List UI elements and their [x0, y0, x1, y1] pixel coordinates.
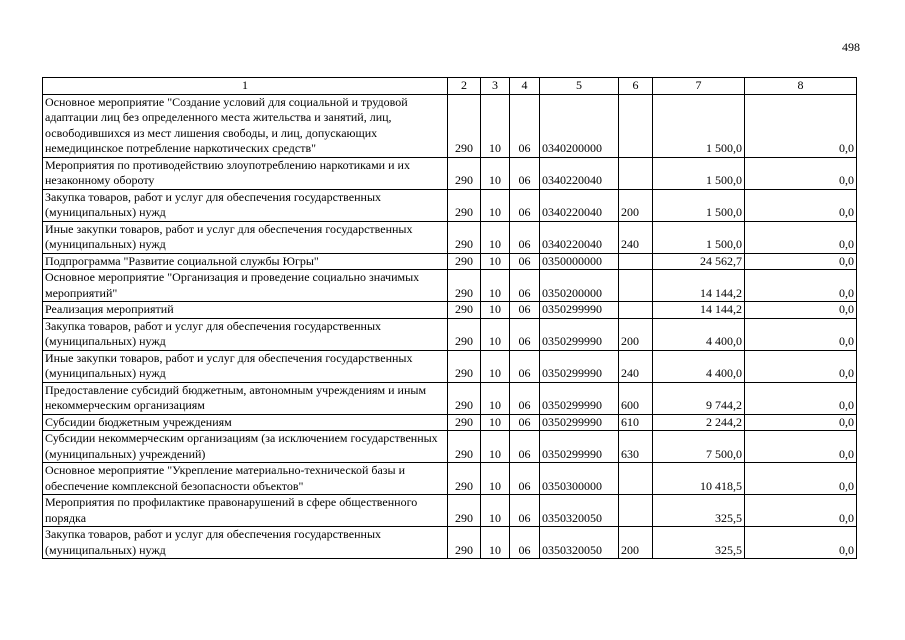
section-code: 10 [481, 414, 510, 431]
subsection-code: 06 [510, 382, 540, 414]
subsection-code: 06 [510, 270, 540, 302]
subsection-code: 06 [510, 463, 540, 495]
expense-type-code: 240 [619, 350, 653, 382]
target-article-code: 0350320050 [540, 527, 619, 559]
target-article-code: 0350299990 [540, 302, 619, 319]
amount-year-2: 0,0 [745, 221, 857, 253]
header-row [43, 78, 857, 95]
section-code: 10 [481, 221, 510, 253]
row-name: Иные закупки товаров, работ и услуг для обеспечения государственных (муниципальных) нужд [43, 221, 448, 253]
row-name: Подпрограмма "Развитие социальной службы Югры" [43, 253, 448, 270]
expense-type-code [619, 463, 653, 495]
subsection-code: 06 [510, 431, 540, 463]
grbs-code: 290 [448, 221, 481, 253]
amount-year-2: 0,0 [745, 495, 857, 527]
grbs-code: 290 [448, 302, 481, 319]
amount-year-1: 325,5 [653, 495, 745, 527]
section-code: 10 [481, 350, 510, 382]
subsection-code: 06 [510, 189, 540, 221]
grbs-code: 290 [448, 189, 481, 221]
section-code: 10 [481, 318, 510, 350]
subsection-code: 06 [510, 157, 540, 189]
target-article-code: 0350299990 [540, 318, 619, 350]
amount-year-1: 1 500,0 [653, 94, 745, 157]
amount-year-1: 4 400,0 [653, 350, 745, 382]
column-header-2: 2 [448, 78, 481, 95]
table-row [43, 431, 857, 463]
grbs-code: 290 [448, 157, 481, 189]
section-code: 10 [481, 463, 510, 495]
expense-type-code: 200 [619, 527, 653, 559]
table-row [43, 221, 857, 253]
amount-year-1: 14 144,2 [653, 302, 745, 319]
target-article-code: 0350299990 [540, 350, 619, 382]
subsection-code: 06 [510, 350, 540, 382]
table-row [43, 302, 857, 319]
amount-year-1: 325,5 [653, 527, 745, 559]
amount-year-1: 4 400,0 [653, 318, 745, 350]
row-name: Субсидии бюджетным учреждениям [43, 414, 448, 431]
amount-year-1: 24 562,7 [653, 253, 745, 270]
table-row [43, 270, 857, 302]
target-article-code: 0350299990 [540, 414, 619, 431]
row-name: Субсидии некоммерческим организациям (за исключением государственных (муниципальных) учреждений) [43, 431, 448, 463]
grbs-code: 290 [448, 382, 481, 414]
target-article-code: 0340220040 [540, 157, 619, 189]
amount-year-1: 1 500,0 [653, 189, 745, 221]
amount-year-2: 0,0 [745, 382, 857, 414]
page-number: 498 [842, 40, 860, 54]
grbs-code: 290 [448, 318, 481, 350]
target-article-code: 0350000000 [540, 253, 619, 270]
amount-year-2: 0,0 [745, 414, 857, 431]
amount-year-2: 0,0 [745, 253, 857, 270]
grbs-code: 290 [448, 350, 481, 382]
target-article-code: 0350299990 [540, 431, 619, 463]
grbs-code: 290 [448, 414, 481, 431]
row-name: Иные закупки товаров, работ и услуг для обеспечения государственных (муниципальных) нужд [43, 350, 448, 382]
grbs-code: 290 [448, 463, 481, 495]
amount-year-1: 10 418,5 [653, 463, 745, 495]
table-row [43, 157, 857, 189]
table-row [43, 318, 857, 350]
column-header-8: 8 [745, 78, 857, 95]
expense-type-code [619, 270, 653, 302]
grbs-code: 290 [448, 431, 481, 463]
amount-year-2: 0,0 [745, 157, 857, 189]
subsection-code: 06 [510, 94, 540, 157]
subsection-code: 06 [510, 302, 540, 319]
row-name: Закупка товаров, работ и услуг для обеспечения государственных (муниципальных) нужд [43, 189, 448, 221]
amount-year-2: 0,0 [745, 270, 857, 302]
row-name: Основное мероприятие "Создание условий для социальной и трудовой адаптации лиц без определенного места жительства и занятий, лиц, освободившихся из мест лишения свободы, и лиц, допускающих немедицинское потребление наркотических средств" [43, 94, 448, 157]
section-code: 10 [481, 253, 510, 270]
section-code: 10 [481, 270, 510, 302]
expense-type-code: 600 [619, 382, 653, 414]
row-name: Реализация мероприятий [43, 302, 448, 319]
column-header-7: 7 [653, 78, 745, 95]
target-article-code: 0350200000 [540, 270, 619, 302]
section-code: 10 [481, 495, 510, 527]
section-code: 10 [481, 302, 510, 319]
table-row [43, 463, 857, 495]
expense-type-code: 240 [619, 221, 653, 253]
row-name: Предоставление субсидий бюджетным, автономным учреждениям и иным некоммерческим организациям [43, 382, 448, 414]
table-row [43, 382, 857, 414]
budget-table [42, 77, 857, 559]
amount-year-2: 0,0 [745, 527, 857, 559]
section-code: 10 [481, 431, 510, 463]
subsection-code: 06 [510, 221, 540, 253]
grbs-code: 290 [448, 527, 481, 559]
table-row [43, 495, 857, 527]
expense-type-code: 630 [619, 431, 653, 463]
expense-type-code: 610 [619, 414, 653, 431]
target-article-code: 0340200000 [540, 94, 619, 157]
amount-year-1: 1 500,0 [653, 221, 745, 253]
table-row [43, 414, 857, 431]
amount-year-1: 14 144,2 [653, 270, 745, 302]
table-row [43, 350, 857, 382]
row-name: Основное мероприятие "Организация и проведение социально значимых мероприятий" [43, 270, 448, 302]
amount-year-1: 1 500,0 [653, 157, 745, 189]
section-code: 10 [481, 189, 510, 221]
target-article-code: 0350300000 [540, 463, 619, 495]
subsection-code: 06 [510, 495, 540, 527]
target-article-code: 0350299990 [540, 382, 619, 414]
amount-year-2: 0,0 [745, 189, 857, 221]
target-article-code: 0340220040 [540, 221, 619, 253]
subsection-code: 06 [510, 414, 540, 431]
section-code: 10 [481, 527, 510, 559]
amount-year-2: 0,0 [745, 350, 857, 382]
row-name: Мероприятия по профилактике правонарушений в сфере общественного порядка [43, 495, 448, 527]
amount-year-2: 0,0 [745, 302, 857, 319]
grbs-code: 290 [448, 253, 481, 270]
subsection-code: 06 [510, 318, 540, 350]
table-row [43, 94, 857, 157]
table-row [43, 253, 857, 270]
column-header-5: 5 [540, 78, 619, 95]
table-row [43, 527, 857, 559]
section-code: 10 [481, 157, 510, 189]
row-name: Основное мероприятие "Укрепление материально-технической базы и обеспечение комплексной безопасности объектов" [43, 463, 448, 495]
grbs-code: 290 [448, 495, 481, 527]
subsection-code: 06 [510, 527, 540, 559]
amount-year-1: 7 500,0 [653, 431, 745, 463]
section-code: 10 [481, 382, 510, 414]
expense-type-code [619, 302, 653, 319]
target-article-code: 0350320050 [540, 495, 619, 527]
expense-type-code: 200 [619, 189, 653, 221]
column-header-3: 3 [481, 78, 510, 95]
amount-year-2: 0,0 [745, 431, 857, 463]
expense-type-code: 200 [619, 318, 653, 350]
amount-year-2: 0,0 [745, 463, 857, 495]
amount-year-1: 2 244,2 [653, 414, 745, 431]
section-code: 10 [481, 94, 510, 157]
column-header-6: 6 [619, 78, 653, 95]
row-name: Закупка товаров, работ и услуг для обеспечения государственных (муниципальных) нужд [43, 318, 448, 350]
amount-year-1: 9 744,2 [653, 382, 745, 414]
table-row [43, 189, 857, 221]
expense-type-code [619, 253, 653, 270]
column-header-1: 1 [43, 78, 448, 95]
row-name: Мероприятия по противодействию злоупотреблению наркотиками и их незаконному обороту [43, 157, 448, 189]
grbs-code: 290 [448, 94, 481, 157]
grbs-code: 290 [448, 270, 481, 302]
subsection-code: 06 [510, 253, 540, 270]
expense-type-code [619, 495, 653, 527]
expense-type-code [619, 94, 653, 157]
amount-year-2: 0,0 [745, 94, 857, 157]
target-article-code: 0340220040 [540, 189, 619, 221]
row-name: Закупка товаров, работ и услуг для обеспечения государственных (муниципальных) нужд [43, 527, 448, 559]
column-header-4: 4 [510, 78, 540, 95]
expense-type-code [619, 157, 653, 189]
amount-year-2: 0,0 [745, 318, 857, 350]
